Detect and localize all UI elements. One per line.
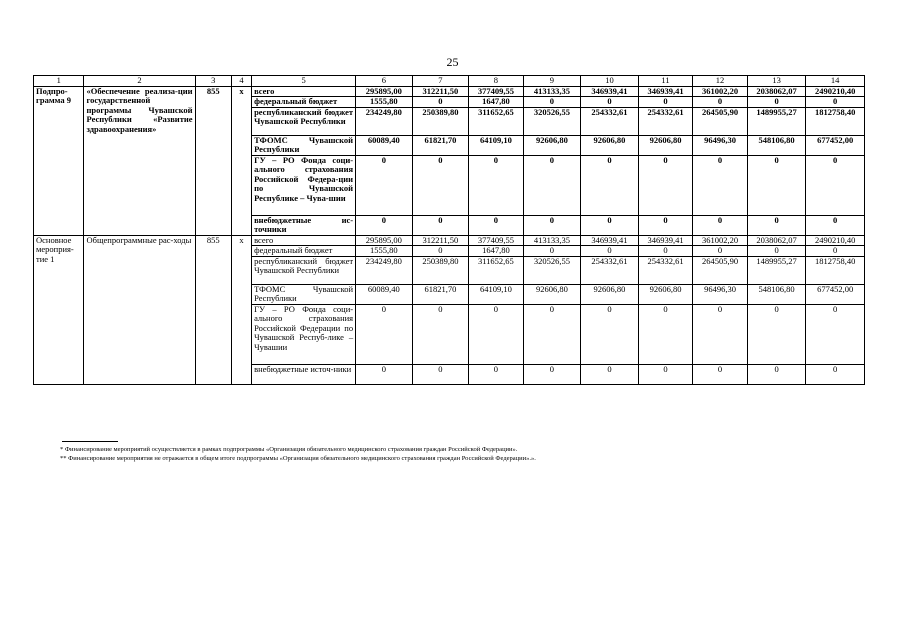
value-cell: 0 — [747, 246, 806, 257]
footnote-separator — [62, 441, 118, 442]
column-header: 12 — [693, 76, 748, 87]
funding-source-cell: ТФОМС Чувашской Республики — [252, 284, 356, 304]
value-cell: 0 — [581, 215, 639, 235]
value-cell: 377409,55 — [469, 86, 524, 97]
value-cell: 2038062,07 — [747, 235, 806, 246]
value-cell: 2490210,40 — [806, 235, 865, 246]
column-number-row — [34, 76, 865, 87]
value-cell: 0 — [356, 155, 413, 215]
value-cell: 0 — [693, 304, 748, 364]
value-cell: 250389,80 — [412, 256, 469, 284]
value-cell: 0 — [747, 155, 806, 215]
value-cell: 0 — [523, 246, 581, 257]
value-cell: 60089,40 — [356, 284, 413, 304]
footnote-2: ** Финансирование мероприятия не отражается в общем итоге подпрограммы «Организация обязательного медицинского страхования граждан Российской Федерации».». — [60, 455, 536, 462]
value-cell: 1555,80 — [356, 246, 413, 257]
value-cell: 0 — [638, 155, 693, 215]
footnotes — [60, 445, 860, 463]
value-cell: 0 — [638, 304, 693, 364]
value-cell: 0 — [469, 304, 524, 364]
value-cell: 92606,80 — [523, 284, 581, 304]
budget-table — [33, 75, 865, 385]
value-cell: 1812758,40 — [806, 107, 865, 135]
value-cell: 0 — [693, 215, 748, 235]
value-cell: 1812758,40 — [806, 256, 865, 284]
value-cell: 0 — [693, 364, 748, 384]
value-cell: 0 — [412, 97, 469, 108]
value-cell: 0 — [412, 246, 469, 257]
value-cell: 60089,40 — [356, 135, 413, 155]
funding-source-cell: внебюджетные ис-точники — [252, 215, 356, 235]
value-cell: 234249,80 — [356, 256, 413, 284]
value-cell: 0 — [581, 364, 639, 384]
value-cell: 92606,80 — [523, 135, 581, 155]
value-cell: 0 — [747, 364, 806, 384]
value-cell: 64109,10 — [469, 135, 524, 155]
value-cell: 413133,35 — [523, 235, 581, 246]
value-cell: 0 — [747, 304, 806, 364]
value-cell: 0 — [523, 304, 581, 364]
value-cell: 61821,70 — [412, 135, 469, 155]
value-cell: 0 — [638, 97, 693, 108]
value-cell: 0 — [806, 246, 865, 257]
column-header: 8 — [469, 76, 524, 87]
value-cell: 1489955,27 — [747, 107, 806, 135]
value-cell: 0 — [356, 304, 413, 364]
value-cell: 0 — [523, 97, 581, 108]
value-cell: 254332,61 — [638, 107, 693, 135]
funding-source-cell: федеральный бюджет — [252, 97, 356, 108]
value-cell: 0 — [693, 97, 748, 108]
column-header: 4 — [231, 76, 251, 87]
value-cell: 0 — [581, 97, 639, 108]
value-cell: 0 — [638, 246, 693, 257]
value-cell: 0 — [356, 364, 413, 384]
value-cell: 0 — [412, 155, 469, 215]
value-cell: 0 — [412, 304, 469, 364]
value-cell: 346939,41 — [638, 235, 693, 246]
funding-source-cell: федеральный бюджет — [252, 246, 356, 257]
value-cell: 0 — [581, 246, 639, 257]
value-cell: 1489955,27 — [747, 256, 806, 284]
funding-source-cell: всего — [252, 86, 356, 97]
value-cell: 0 — [747, 215, 806, 235]
value-cell: 677452,00 — [806, 135, 865, 155]
responsible-code-cell: 855 — [195, 86, 231, 235]
value-cell: 250389,80 — [412, 107, 469, 135]
value-cell: 312211,50 — [412, 235, 469, 246]
value-cell: 0 — [523, 155, 581, 215]
value-cell: 0 — [806, 304, 865, 364]
column-header: 6 — [356, 76, 413, 87]
value-cell: 346939,41 — [581, 235, 639, 246]
funding-source-cell: ГУ – РО Фонда соци-ального страхования Российской Федерации по Чувашской Респуб-лике – Чувашии — [252, 304, 356, 364]
value-cell: 295895,00 — [356, 235, 413, 246]
table-row — [34, 86, 865, 97]
value-cell: 254332,61 — [581, 256, 639, 284]
value-cell: 0 — [806, 97, 865, 108]
value-cell: 2038062,07 — [747, 86, 806, 97]
value-cell: 0 — [581, 304, 639, 364]
column-header: 5 — [252, 76, 356, 87]
value-cell: 92606,80 — [581, 284, 639, 304]
value-cell: 361002,20 — [693, 86, 748, 97]
value-cell: 0 — [412, 215, 469, 235]
value-cell: 0 — [638, 364, 693, 384]
value-cell: 92606,80 — [581, 135, 639, 155]
footnote-1: * Финансирование мероприятий осуществляется в рамках подпрограммы «Организация обязательного медицинского страхования граждан Российской Федерации». — [60, 446, 518, 453]
value-cell: 92606,80 — [638, 135, 693, 155]
program-code-cell: Подпро-грамма 9 — [34, 86, 84, 235]
value-cell: 234249,80 — [356, 107, 413, 135]
value-cell: 377409,55 — [469, 235, 524, 246]
value-cell: 264505,90 — [693, 256, 748, 284]
value-cell: 295895,00 — [356, 86, 413, 97]
column-header: 2 — [84, 76, 195, 87]
column-header: 9 — [523, 76, 581, 87]
column-header: 10 — [581, 76, 639, 87]
code-x-cell: x — [231, 235, 251, 384]
value-cell: 0 — [469, 215, 524, 235]
value-cell: 2490210,40 — [806, 86, 865, 97]
value-cell: 96496,30 — [693, 284, 748, 304]
value-cell: 254332,61 — [581, 107, 639, 135]
value-cell: 548106,80 — [747, 284, 806, 304]
value-cell: 1647,80 — [469, 246, 524, 257]
column-header: 7 — [412, 76, 469, 87]
table-row — [34, 235, 865, 246]
value-cell: 0 — [356, 215, 413, 235]
column-header: 11 — [638, 76, 693, 87]
value-cell: 0 — [523, 364, 581, 384]
value-cell: 320526,55 — [523, 256, 581, 284]
value-cell: 312211,50 — [412, 86, 469, 97]
value-cell: 311652,65 — [469, 107, 524, 135]
responsible-code-cell: 855 — [195, 235, 231, 384]
value-cell: 677452,00 — [806, 284, 865, 304]
funding-source-cell: ГУ – РО Фонда соци-ального страхования Российской Федера-ции по Чувашской Республике – Чува-шии — [252, 155, 356, 215]
value-cell: 0 — [747, 97, 806, 108]
program-name-cell: Общепрограммные рас-ходы — [84, 235, 195, 384]
value-cell: 61821,70 — [412, 284, 469, 304]
value-cell: 0 — [806, 364, 865, 384]
column-header: 3 — [195, 76, 231, 87]
value-cell: 1555,80 — [356, 97, 413, 108]
value-cell: 548106,80 — [747, 135, 806, 155]
value-cell: 346939,41 — [581, 86, 639, 97]
value-cell: 346939,41 — [638, 86, 693, 97]
page-number: 25 — [446, 55, 459, 69]
value-cell: 92606,80 — [638, 284, 693, 304]
code-x-cell: x — [231, 86, 251, 235]
value-cell: 361002,20 — [693, 235, 748, 246]
value-cell: 0 — [469, 364, 524, 384]
value-cell: 0 — [638, 215, 693, 235]
value-cell: 0 — [806, 215, 865, 235]
funding-source-cell: республиканский бюджет Чувашской Республики — [252, 107, 356, 135]
value-cell: 0 — [469, 155, 524, 215]
funding-source-cell: республиканский бюджет Чувашской Республики — [252, 256, 356, 284]
value-cell: 0 — [412, 364, 469, 384]
column-header: 13 — [747, 76, 806, 87]
program-name-cell: «Обеспечение реализа-ции государственной программы Чувашской Республики «Развитие здравоохранения» — [84, 86, 195, 235]
value-cell: 0 — [806, 155, 865, 215]
value-cell: 64109,10 — [469, 284, 524, 304]
column-header: 14 — [806, 76, 865, 87]
value-cell: 0 — [693, 246, 748, 257]
value-cell: 264505,90 — [693, 107, 748, 135]
funding-source-cell: ТФОМС Чувашской Республики — [252, 135, 356, 155]
funding-source-cell: внебюджетные источ-ники — [252, 364, 356, 384]
funding-source-cell: всего — [252, 235, 356, 246]
value-cell: 0 — [693, 155, 748, 215]
value-cell: 1647,80 — [469, 97, 524, 108]
value-cell: 254332,61 — [638, 256, 693, 284]
value-cell: 311652,65 — [469, 256, 524, 284]
value-cell: 320526,55 — [523, 107, 581, 135]
value-cell: 0 — [581, 155, 639, 215]
value-cell: 0 — [523, 215, 581, 235]
value-cell: 413133,35 — [523, 86, 581, 97]
program-code-cell: Основное мероприя-тие 1 — [34, 235, 84, 384]
value-cell: 96496,30 — [693, 135, 748, 155]
column-header: 1 — [34, 76, 84, 87]
